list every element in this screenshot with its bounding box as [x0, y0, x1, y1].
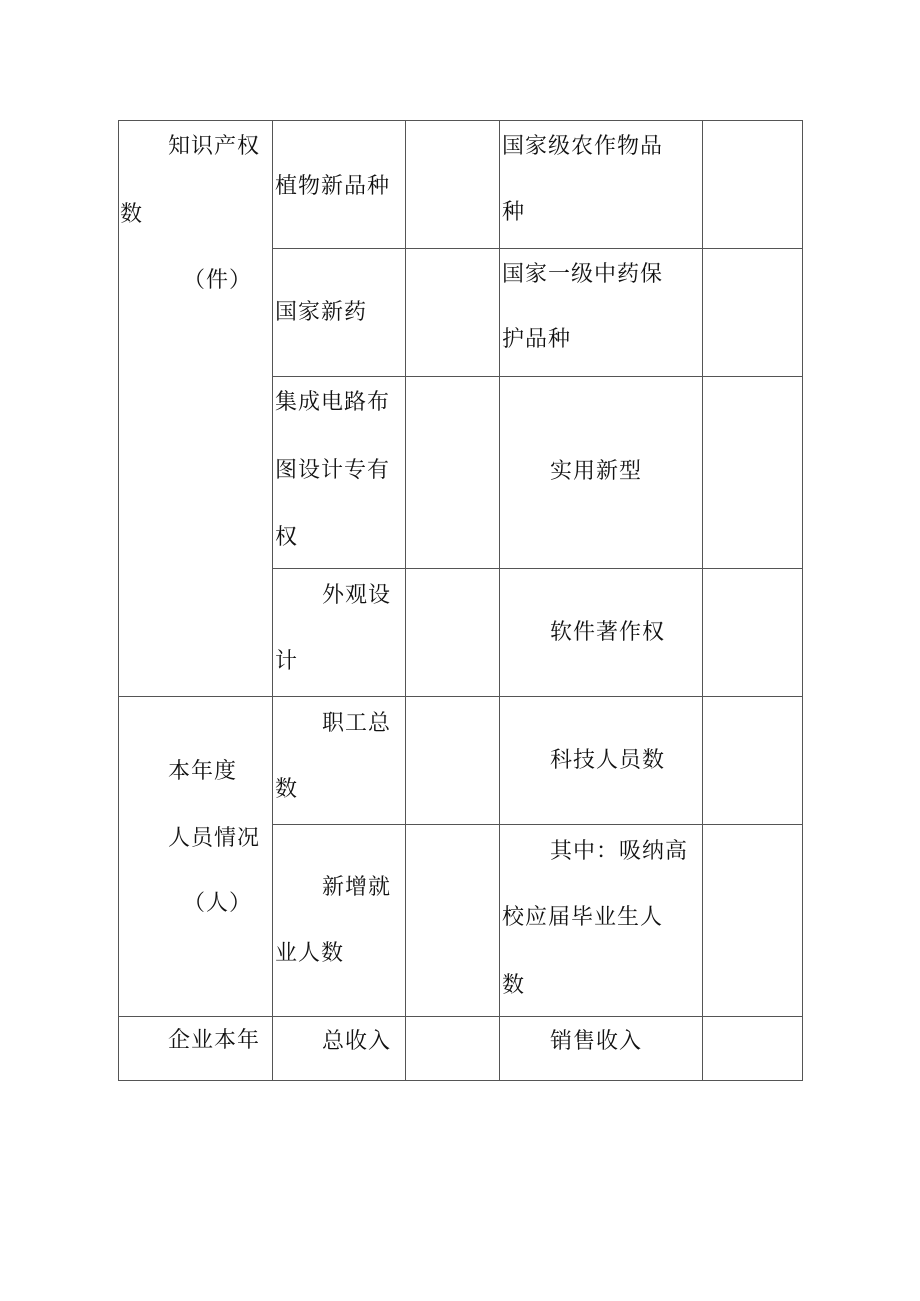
row-divider [272, 376, 803, 377]
row-label: 护品种 [502, 327, 572, 352]
row-label: 科技人员数 [550, 748, 666, 773]
section-divider [118, 696, 803, 697]
section-label: （件） [183, 268, 253, 293]
row-label: 实用新型 [550, 459, 643, 484]
row-label: 国家级农作物品 [502, 134, 664, 159]
column-divider [702, 120, 703, 1081]
section-label: 人员情况 [168, 826, 261, 851]
row-label: 数 [275, 777, 299, 802]
row-label: 软件著作权 [550, 620, 666, 645]
row-label: 种 [502, 200, 526, 225]
row-label: 权 [275, 525, 299, 550]
row-label: 植物新品种 [275, 174, 391, 199]
row-label: 数 [502, 973, 526, 998]
table-border-top [118, 120, 803, 121]
section-label: 本年度 [168, 759, 238, 784]
row-label: 图设计专有 [275, 458, 391, 483]
table-border-right [802, 120, 803, 1081]
row-label: 总收入 [322, 1029, 392, 1054]
row-label: 其中：吸纳高 [550, 839, 689, 864]
row-label: 校应届毕业生人 [502, 905, 664, 930]
section-label: （人） [183, 891, 253, 916]
row-label: 职工总 [322, 711, 392, 736]
column-divider [272, 120, 273, 1081]
section-divider [118, 1016, 803, 1017]
row-label: 新增就 [322, 875, 392, 900]
row-label: 业人数 [275, 941, 345, 966]
row-label: 销售收入 [550, 1029, 643, 1054]
row-divider [272, 248, 803, 249]
column-divider [405, 120, 406, 1081]
row-label: 国家新药 [275, 300, 368, 325]
column-divider [499, 120, 500, 1081]
row-label: 外观设 [322, 583, 392, 608]
row-label: 集成电路布 [275, 390, 391, 415]
section-label: 知识产权 [168, 134, 261, 159]
row-label: 国家一级中药保 [502, 262, 664, 287]
row-divider [272, 568, 803, 569]
table-border-bottom [118, 1080, 803, 1081]
row-label: 计 [275, 649, 299, 674]
row-divider [272, 824, 803, 825]
table-border-left [118, 120, 119, 1081]
section-label: 数 [120, 202, 144, 227]
section-label: 企业本年 [168, 1028, 261, 1053]
